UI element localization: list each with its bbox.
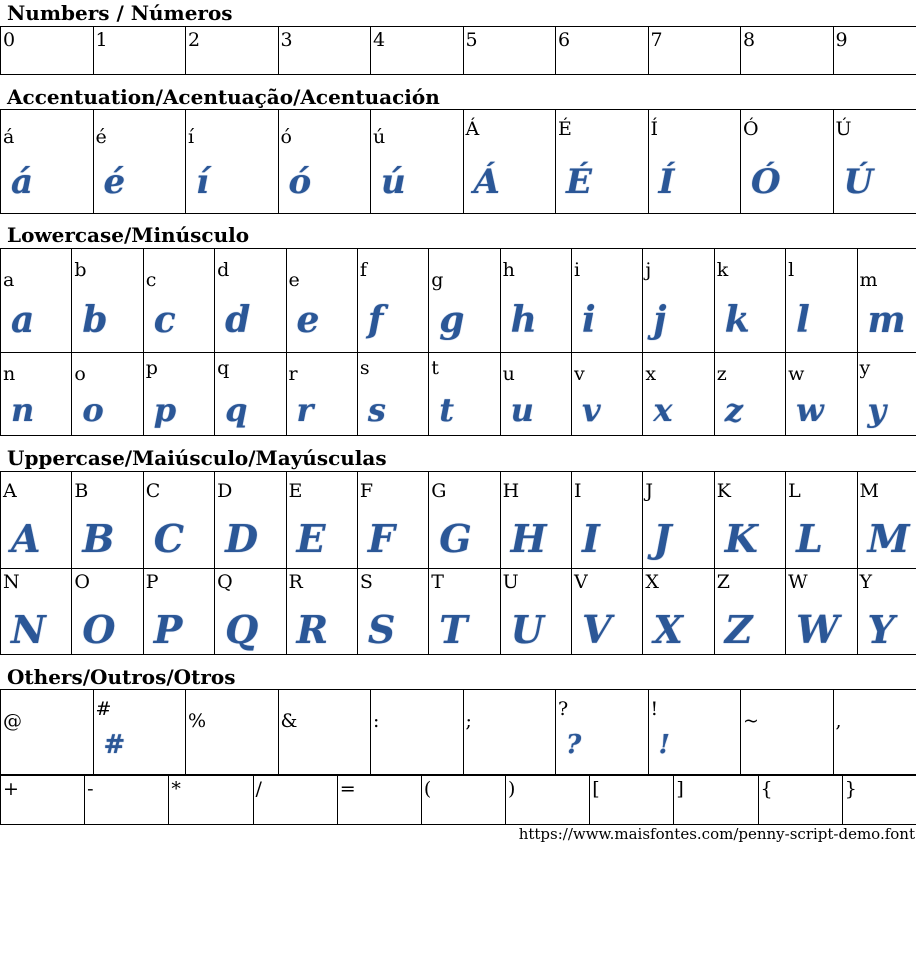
script-glyph: G — [439, 516, 472, 561]
char-label: f — [359, 259, 367, 281]
char-cell — [643, 249, 714, 353]
char-cell — [857, 249, 916, 353]
script-glyph: w — [796, 391, 824, 429]
char-cell — [741, 110, 834, 214]
script-glyph: t — [439, 391, 455, 429]
script-glyph: K — [724, 516, 758, 561]
char-cell — [186, 110, 279, 214]
char-cell — [429, 249, 500, 353]
char-cell — [72, 472, 143, 569]
char-label: R — [288, 571, 303, 593]
script-glyph: o — [82, 391, 104, 429]
char-cell — [371, 110, 464, 214]
char-label: Y — [859, 571, 873, 593]
char-cell — [648, 110, 741, 214]
char-cell — [286, 353, 357, 436]
char-cell — [215, 353, 286, 436]
char-label: B — [74, 480, 89, 502]
char-label: É — [558, 118, 572, 140]
char-label: r — [288, 363, 298, 385]
char-label: Ó — [743, 118, 759, 140]
char-cell — [833, 690, 916, 775]
char-label: ? — [558, 698, 569, 720]
script-glyph: l — [796, 299, 810, 341]
script-glyph: S — [367, 607, 396, 652]
script-glyph: X — [653, 607, 683, 652]
char-label: , — [835, 710, 842, 732]
script-glyph: C — [153, 516, 184, 561]
char-label: K — [716, 480, 731, 502]
char-cell — [278, 690, 371, 775]
char-label: # — [95, 698, 112, 720]
script-glyph: c — [153, 299, 176, 341]
script-glyph: x — [653, 391, 673, 429]
script-glyph: F — [367, 516, 395, 561]
char-label: l — [788, 259, 795, 281]
script-glyph: k — [724, 299, 750, 341]
char-cell — [741, 690, 834, 775]
script-glyph: N — [11, 607, 46, 652]
char-cell — [572, 472, 643, 569]
char-label: N — [3, 571, 20, 593]
char-cell — [93, 27, 186, 75]
char-cell — [500, 472, 571, 569]
char-label: M — [859, 480, 879, 502]
char-cell — [143, 472, 214, 569]
char-label: / — [255, 778, 262, 800]
char-label: h — [502, 259, 515, 281]
lowercase-table — [0, 248, 916, 436]
char-label: z — [716, 363, 727, 385]
char-cell — [648, 27, 741, 75]
char-label: @ — [3, 710, 22, 732]
char-label: u — [502, 363, 515, 385]
char-label: G — [431, 480, 447, 502]
script-glyph: E — [296, 516, 326, 561]
char-cell — [741, 27, 834, 75]
script-glyph: D — [225, 516, 259, 561]
char-label: W — [788, 571, 808, 593]
script-glyph: u — [510, 391, 534, 429]
char-label: í — [188, 126, 195, 148]
char-label: A — [3, 480, 17, 502]
char-cell — [357, 249, 428, 353]
char-label: = — [339, 778, 356, 800]
script-glyph: ó — [288, 162, 312, 202]
char-cell — [833, 27, 916, 75]
char-label: ! — [650, 698, 659, 720]
char-label: C — [145, 480, 161, 502]
char-cell — [500, 353, 571, 436]
char-cell — [857, 569, 916, 655]
char-label: : — [373, 710, 380, 732]
numbers-table — [0, 26, 916, 75]
char-cell — [1, 27, 94, 75]
script-glyph: # — [103, 730, 126, 760]
char-cell — [215, 249, 286, 353]
char-cell — [93, 690, 186, 775]
script-glyph: b — [82, 299, 108, 341]
char-label: j — [645, 259, 652, 281]
char-cell — [1, 353, 72, 436]
script-glyph: A — [11, 516, 41, 561]
char-label: 3 — [280, 29, 293, 51]
char-label: 5 — [465, 29, 478, 51]
script-glyph: O — [82, 607, 116, 652]
script-glyph: Ú — [843, 162, 874, 202]
char-cell — [556, 27, 649, 75]
source-url: https://www.maisfontes.com/penny-script-demo.font — [518, 825, 915, 843]
char-label: 8 — [743, 29, 756, 51]
char-cell — [643, 569, 714, 655]
char-label: * — [171, 778, 181, 800]
char-label: + — [3, 778, 19, 800]
script-glyph: ú — [381, 162, 406, 202]
char-label: T — [431, 571, 444, 593]
char-cell — [714, 569, 785, 655]
char-cell — [1, 249, 72, 353]
char-label: ~ — [743, 710, 759, 732]
section-title-others: Others/Outros/Otros — [7, 665, 236, 689]
char-label: 1 — [95, 29, 108, 51]
char-cell — [842, 776, 916, 825]
script-glyph: Í — [658, 162, 675, 202]
char-label: 4 — [373, 29, 386, 51]
char-cell — [786, 472, 857, 569]
script-glyph: P — [153, 607, 183, 652]
char-cell — [758, 776, 842, 825]
char-cell — [278, 27, 371, 75]
script-glyph: M — [867, 516, 910, 561]
char-label: Á — [465, 118, 480, 140]
char-label: ú — [373, 126, 386, 148]
char-cell — [572, 569, 643, 655]
script-glyph: T — [439, 607, 468, 652]
section-title-accents: Accentuation/Acentuação/Acentuación — [7, 85, 440, 109]
script-glyph: m — [867, 299, 906, 341]
char-cell — [93, 110, 186, 214]
char-label: 9 — [835, 29, 848, 51]
script-glyph: z — [724, 391, 743, 429]
char-cell — [357, 569, 428, 655]
script-glyph: i — [582, 299, 596, 341]
char-cell — [186, 690, 279, 775]
script-glyph: r — [296, 391, 314, 429]
char-cell — [857, 353, 916, 436]
char-cell — [1, 569, 72, 655]
char-label: b — [74, 259, 87, 281]
char-label: - — [87, 778, 94, 800]
char-label: g — [431, 269, 444, 291]
script-glyph: B — [82, 516, 115, 561]
script-glyph: Á — [473, 162, 500, 202]
others-table-1 — [0, 689, 916, 775]
char-label: v — [574, 363, 585, 385]
char-label: D — [217, 480, 233, 502]
script-glyph: V — [582, 607, 612, 652]
char-label: F — [359, 480, 374, 502]
char-label: 6 — [558, 29, 571, 51]
script-glyph: n — [11, 391, 35, 429]
script-glyph: L — [796, 516, 823, 561]
script-glyph: Y — [867, 607, 895, 652]
char-label: ( — [423, 778, 432, 800]
char-label: c — [145, 269, 157, 291]
char-label: ] — [676, 778, 684, 800]
char-label: Í — [650, 118, 659, 140]
char-cell — [429, 569, 500, 655]
script-glyph: g — [439, 299, 465, 341]
char-label: S — [359, 571, 373, 593]
char-label: V — [574, 571, 588, 593]
script-glyph: a — [11, 299, 35, 341]
script-glyph: y — [867, 391, 887, 429]
others-table-2 — [0, 775, 916, 825]
char-label: e — [288, 269, 300, 291]
script-glyph: s — [367, 391, 386, 429]
script-glyph: Z — [724, 607, 753, 652]
char-label: { — [760, 778, 773, 800]
char-label: x — [645, 363, 657, 385]
char-cell — [72, 353, 143, 436]
char-label: U — [502, 571, 519, 593]
char-cell — [286, 472, 357, 569]
script-glyph: I — [582, 516, 600, 561]
char-cell — [1, 776, 85, 825]
char-cell — [786, 249, 857, 353]
char-cell — [556, 110, 649, 214]
char-label: [ — [592, 778, 600, 800]
char-cell — [85, 776, 169, 825]
char-label: ) — [508, 778, 516, 800]
char-label: n — [3, 363, 16, 385]
char-cell — [463, 27, 556, 75]
script-glyph: e — [296, 299, 320, 341]
script-glyph: ? — [566, 730, 582, 760]
char-label: s — [359, 357, 370, 379]
script-glyph: J — [653, 516, 672, 561]
char-label: Z — [716, 571, 730, 593]
char-cell — [500, 569, 571, 655]
char-cell — [169, 776, 253, 825]
char-label: X — [645, 571, 659, 593]
char-label: 2 — [188, 29, 201, 51]
script-glyph: f — [367, 299, 384, 341]
char-cell — [421, 776, 505, 825]
script-glyph: q — [225, 391, 248, 429]
char-cell — [590, 776, 674, 825]
char-label: i — [574, 259, 581, 281]
script-glyph: É — [566, 162, 592, 202]
section-title-uppercase: Uppercase/Maiúsculo/Mayúsculas — [7, 446, 387, 470]
char-label: ó — [280, 126, 292, 148]
char-label: m — [859, 269, 878, 291]
char-cell — [463, 690, 556, 775]
char-label: ; — [465, 710, 472, 732]
char-cell — [500, 249, 571, 353]
char-label: o — [74, 363, 86, 385]
char-label: O — [74, 571, 90, 593]
script-glyph: Q — [225, 607, 259, 652]
char-cell — [286, 569, 357, 655]
char-cell — [143, 569, 214, 655]
char-cell — [278, 110, 371, 214]
char-label: d — [217, 259, 230, 281]
char-cell — [648, 690, 741, 775]
script-glyph: j — [653, 299, 667, 341]
accents-table — [0, 109, 916, 214]
char-cell — [357, 472, 428, 569]
char-cell — [371, 27, 464, 75]
char-cell — [1, 690, 94, 775]
char-cell — [714, 472, 785, 569]
char-cell — [371, 690, 464, 775]
char-label: & — [280, 710, 298, 732]
char-label: L — [788, 480, 801, 502]
char-label: H — [502, 480, 520, 502]
char-label: Q — [217, 571, 233, 593]
char-label: 0 — [3, 29, 16, 51]
char-cell — [643, 353, 714, 436]
char-cell — [143, 353, 214, 436]
uppercase-table — [0, 471, 916, 655]
char-label: q — [217, 357, 230, 379]
section-title-numbers: Numbers / Números — [7, 1, 233, 25]
char-cell — [1, 110, 94, 214]
char-label: } — [844, 778, 857, 800]
char-cell — [215, 472, 286, 569]
char-cell — [253, 776, 337, 825]
char-label: a — [3, 269, 15, 291]
char-label: I — [574, 480, 582, 502]
char-label: 7 — [650, 29, 663, 51]
script-glyph: ! — [658, 730, 670, 760]
char-cell — [786, 353, 857, 436]
char-cell — [833, 110, 916, 214]
script-glyph: Ó — [751, 162, 781, 202]
script-glyph: H — [510, 516, 547, 561]
char-cell — [72, 569, 143, 655]
char-label: P — [145, 571, 159, 593]
char-cell — [1, 472, 72, 569]
char-cell — [786, 569, 857, 655]
char-cell — [186, 27, 279, 75]
char-cell — [215, 569, 286, 655]
script-glyph: p — [153, 391, 177, 429]
char-label: p — [145, 357, 158, 379]
char-label: y — [859, 357, 871, 379]
char-cell — [643, 472, 714, 569]
char-cell — [429, 353, 500, 436]
char-cell — [857, 472, 916, 569]
section-title-lowercase: Lowercase/Minúsculo — [7, 223, 250, 247]
char-cell — [506, 776, 590, 825]
char-cell — [556, 690, 649, 775]
script-glyph: é — [103, 162, 126, 202]
script-glyph: W — [796, 607, 839, 652]
script-glyph: d — [225, 299, 251, 341]
char-cell — [143, 249, 214, 353]
char-cell — [572, 249, 643, 353]
char-cell — [463, 110, 556, 214]
char-cell — [72, 249, 143, 353]
char-label: w — [788, 363, 805, 385]
char-cell — [714, 353, 785, 436]
char-cell — [337, 776, 421, 825]
char-label: % — [188, 710, 207, 732]
char-cell — [674, 776, 758, 825]
char-label: J — [645, 480, 653, 502]
char-label: t — [431, 357, 439, 379]
char-cell — [357, 353, 428, 436]
script-glyph: í — [196, 162, 209, 202]
char-label: E — [288, 480, 303, 502]
script-glyph: v — [582, 391, 601, 429]
char-cell — [429, 472, 500, 569]
script-glyph: R — [296, 607, 329, 652]
script-glyph: U — [510, 607, 544, 652]
char-cell — [572, 353, 643, 436]
char-cell — [714, 249, 785, 353]
char-label: á — [3, 126, 15, 148]
char-label: é — [95, 126, 107, 148]
script-glyph: á — [11, 162, 34, 202]
char-cell — [286, 249, 357, 353]
char-label: k — [716, 259, 729, 281]
script-glyph: h — [510, 299, 537, 341]
char-label: Ú — [835, 118, 852, 140]
